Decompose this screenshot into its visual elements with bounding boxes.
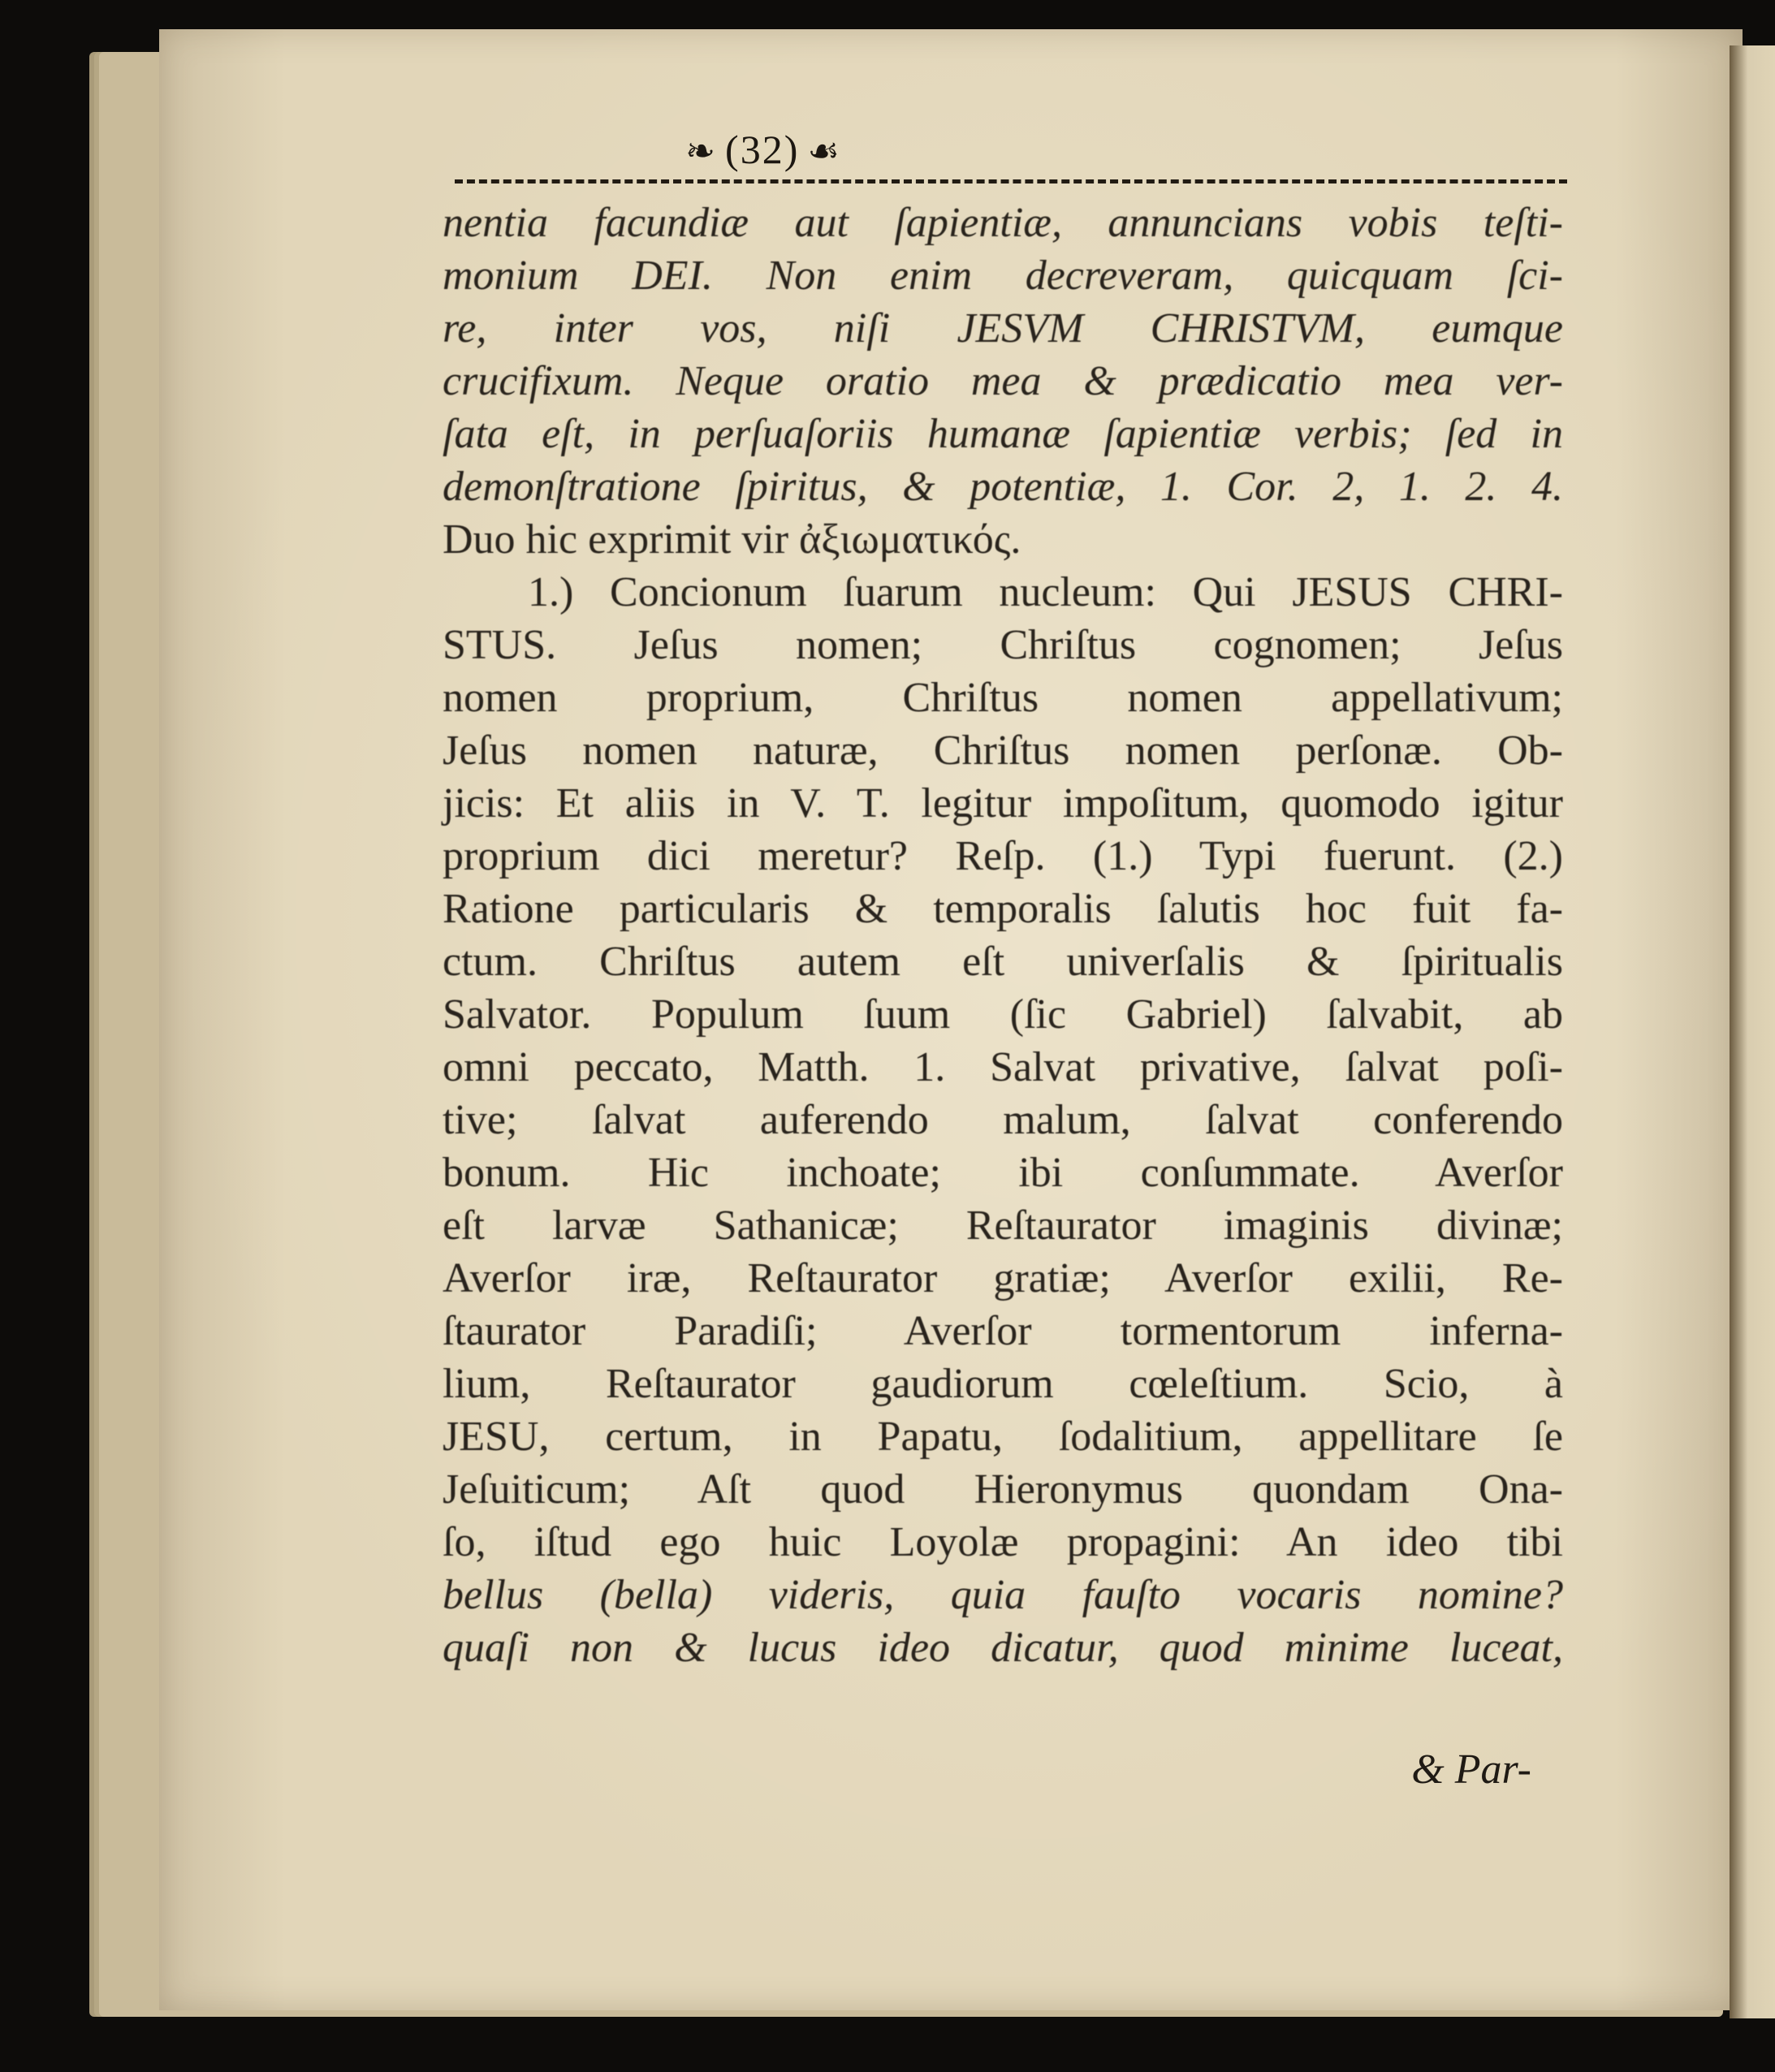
text-line: Salvator. Populum ſuum (ſic Gabriel) ſalvabit, ab bbox=[443, 991, 1563, 1038]
text-line: Jeſus nomen naturæ, Chriſtus nomen perſonæ. Ob- bbox=[443, 727, 1563, 774]
text-line: STUS. Jeſus nomen; Chriſtus cognomen; Jeſus bbox=[443, 622, 1563, 668]
header-rule bbox=[455, 179, 1567, 183]
text-line: jicis: Et aliis in V. T. legitur impoſitum, quomodo igitur bbox=[443, 780, 1563, 827]
text-line: 1.) Concionum ſuarum nucleum: Qui JESUS CHRI- bbox=[528, 569, 1563, 615]
text-line: quaſi non & lucus ideo dicatur, quod minime luceat, bbox=[443, 1625, 1563, 1671]
fleuron-right-icon: ☙ bbox=[807, 131, 841, 172]
facing-page-edge bbox=[1730, 45, 1775, 2018]
text-line: ſata eſt, in perſuaſoriis humanæ ſapientiæ verbis; ſed in bbox=[443, 411, 1563, 457]
text-line: bellus (bella) videris, quia fauſto vocaris nomine? bbox=[443, 1572, 1563, 1618]
text-line: re, inter vos, niſi JESVM CHRISTVM, eumque bbox=[443, 305, 1563, 352]
text-line: Averſor iræ, Reſtaurator gratiæ; Averſor exilii, Re- bbox=[443, 1255, 1563, 1301]
text-line: Ratione particularis & temporalis ſalutis hoc fuit fa- bbox=[443, 886, 1563, 932]
text-line: ctum. Chriſtus autem eſt univerſalis & ſpiritualis bbox=[443, 939, 1563, 985]
text-line: Jeſuiticum; Aſt quod Hieronymus quondam Ona- bbox=[443, 1466, 1563, 1513]
body-text bbox=[443, 199, 1563, 1673]
page-number bbox=[455, 126, 1072, 173]
text-line: crucifixum. Neque oratio mea & prædicatio mea ver- bbox=[443, 358, 1563, 404]
text-line: monium DEI. Non enim decreveram, quicquam ſci- bbox=[443, 253, 1563, 299]
text-line: omni peccato, Matth. 1. Salvat privative, ſalvat poſi- bbox=[443, 1044, 1563, 1090]
text-line: proprium dici meretur? Reſp. (1.) Typi fuerunt. (2.) bbox=[443, 833, 1563, 879]
text-line: Duo hic exprimit vir ἀξιωματικός. bbox=[443, 516, 1021, 563]
page-number-text: (32) bbox=[725, 127, 800, 172]
text-line: bonum. Hic inchoate; ibi conſummate. Averſor bbox=[443, 1150, 1563, 1196]
page-header bbox=[455, 110, 1591, 183]
text-line: tive; ſalvat auferendo malum, ſalvat conferendo bbox=[443, 1097, 1563, 1143]
text-line: eſt larvæ Sathanicæ; Reſtaurator imaginis divinæ; bbox=[443, 1202, 1563, 1249]
fleuron-left-icon: ❧ bbox=[685, 131, 718, 172]
text-line: nomen proprium, Chriſtus nomen appellativum; bbox=[443, 675, 1563, 721]
text-line: demonſtratione ſpiritus, & potentiæ, 1. Cor. 2, 1. 2. 4. bbox=[443, 464, 1563, 510]
text-line: JESU, certum, in Papatu, ſodalitium, appellitare ſe bbox=[443, 1414, 1563, 1460]
text-line: ſo, iſtud ego huic Loyolæ propagini: An ideo tibi bbox=[443, 1519, 1563, 1565]
text-line: ſtaurator Paradiſi; Averſor tormentorum inferna- bbox=[443, 1308, 1563, 1354]
text-line: nentia facundiæ aut ſapientiæ, annuncians vobis teſti- bbox=[443, 200, 1563, 246]
catchword: & Par- bbox=[1411, 1746, 1531, 1793]
text-line: lium, Reſtaurator gaudiorum cœleſtium. Scio, à bbox=[443, 1361, 1563, 1407]
